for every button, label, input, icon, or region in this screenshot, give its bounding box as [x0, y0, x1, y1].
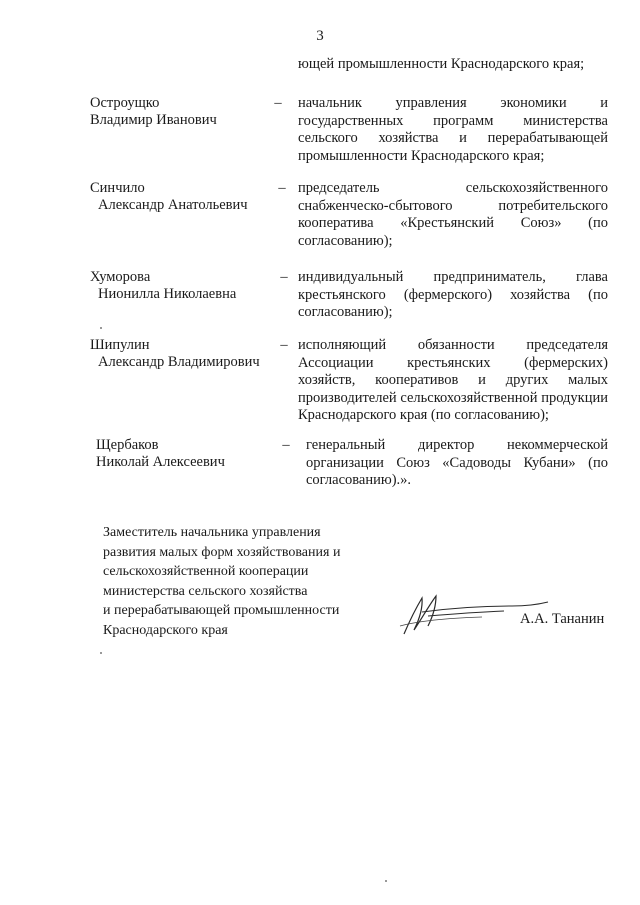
member-surname: Синчило — [90, 180, 145, 196]
signatory-title — [103, 523, 373, 640]
member-role: индивидуальный предприниматель, глава крестьянского (фермерского) хозяйства (по согласованию); — [298, 269, 608, 320]
signatory-title-line: и перерабатывающей промышленности — [103, 603, 340, 618]
scan-speck — [385, 880, 387, 882]
member-given-names: Александр Владимирович — [98, 354, 260, 370]
member-name — [90, 180, 280, 214]
member-given-names: Александр Анатольевич — [98, 197, 248, 213]
member-name — [96, 437, 286, 471]
member-role: генеральный директор некоммерческой организации Союз «Садоводы Кубани» (по согласованию).». — [306, 437, 608, 488]
member-dash: – — [274, 95, 282, 111]
member-role: начальник управления экономики и государственных программ министерства сельского хозяйства и перерабатывающей промышленности Краснодарского края; — [298, 95, 608, 164]
member-surname: Щербаков — [96, 437, 159, 453]
member-given-names: Николай Алексеевич — [96, 454, 225, 470]
signatory-title-line: министерства сельского хозяйства — [103, 583, 308, 599]
member-dash: – — [278, 180, 286, 196]
member-dash: – — [282, 437, 290, 453]
member-surname: Остроущко — [90, 95, 160, 111]
member-given-names: Нионилла Николаевна — [98, 286, 237, 302]
member-name — [90, 95, 280, 129]
member-given-names: Владимир Иванович — [90, 112, 217, 128]
member-name — [90, 337, 280, 371]
signatory-title-line: сельскохозяйственной кооперации — [103, 564, 309, 579]
page-number: 3 — [316, 28, 324, 44]
member-dash: – — [280, 337, 288, 353]
member-role: председатель сельскохозяйственного снабженческо-сбытового потребительского кооператива «Крестьянский Союз» (по согласованию); — [298, 180, 608, 249]
member-name — [90, 269, 280, 303]
signatory-title-line: Заместитель начальника управления — [103, 525, 321, 540]
scan-speck — [100, 327, 102, 329]
signatory-title-line: Краснодарского края — [103, 622, 228, 638]
member-surname: Хуморова — [90, 269, 151, 285]
signatory-name: А.А. Тананин — [520, 611, 605, 627]
member-dash: – — [280, 269, 288, 285]
scan-speck — [100, 652, 102, 654]
continued-text: ющей промышленности Краснодарского края; — [298, 56, 585, 72]
member-surname: Шипулин — [90, 337, 150, 353]
signatory-title-line: развития малых форм хозяйствования и — [103, 544, 341, 560]
member-role: исполняющий обязанности председателя Ассоциации крестьянских (фермерских) хозяйств, кооперативов и других малых производителей сельскохозяйственной продукции Краснодарского края (по согласованию); — [298, 337, 608, 423]
